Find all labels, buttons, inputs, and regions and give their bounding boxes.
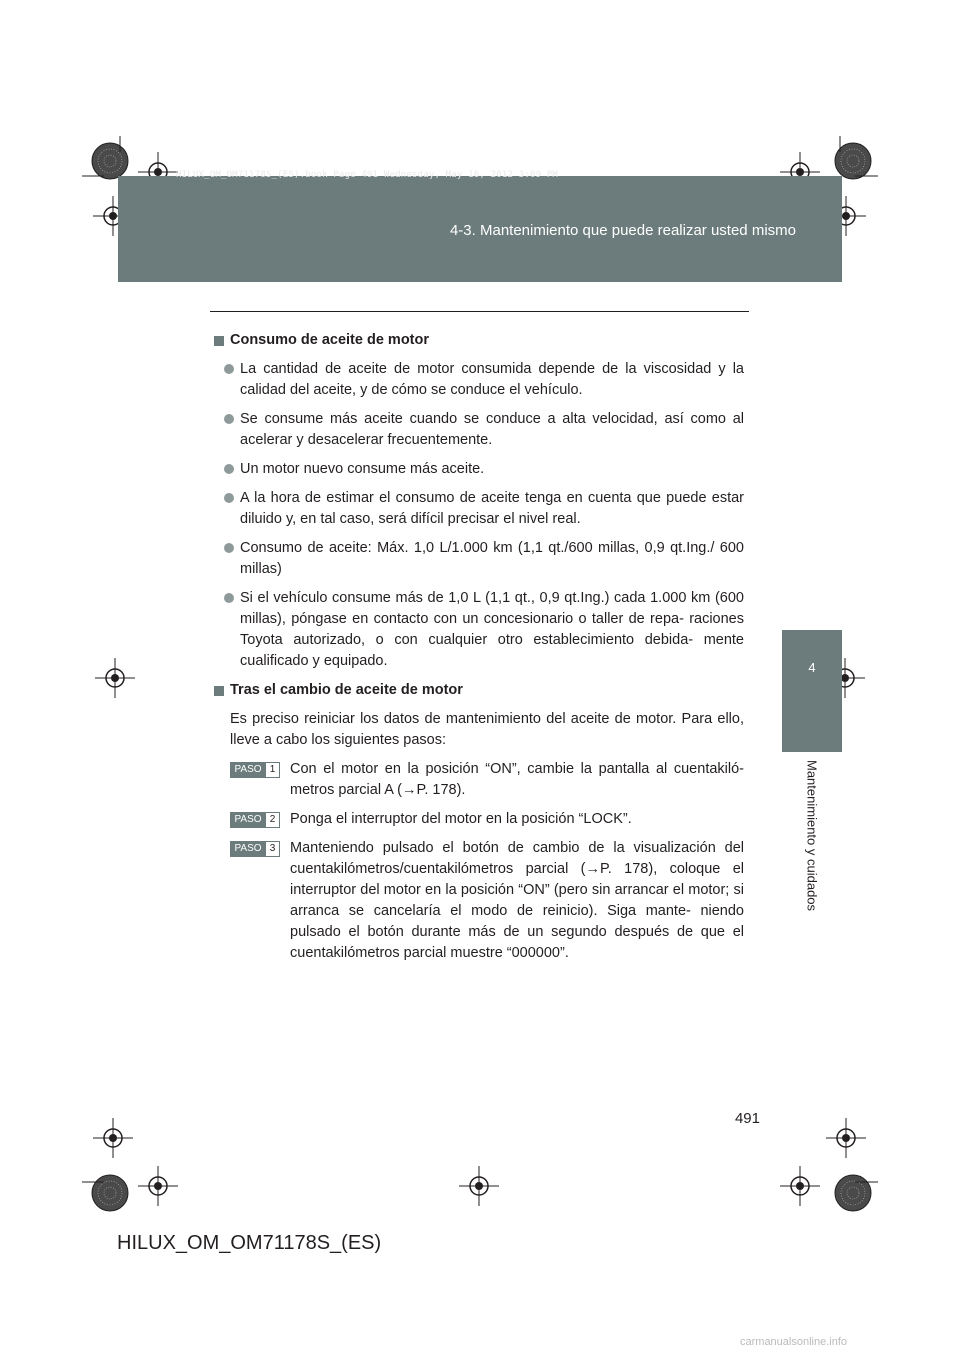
step-number: 1: [265, 763, 279, 777]
list-item: [214, 488, 744, 530]
bullet-icon: [224, 364, 234, 374]
chapter-label-text: Mantenimiento y cuidados: [804, 760, 820, 912]
section-rule: [210, 311, 749, 312]
list-item: [214, 538, 744, 580]
step-text: Manteniendo pulsado el botón de cambio de la visualización del cuentakilómetros/cuentakilómetros parcial (→P. 178), coloque el interruptor del motor en la posición “ON” (pero sin arrancar el motor; si arranca se cancelaría el modo de reinicio). Siga mante- niendo pulsado el botón durante más de un segundo después de que el cuentakilómetros parcial muestre “000000”.: [290, 840, 744, 961]
step-item: [230, 809, 744, 830]
intro-paragraph: Es preciso reiniciar los datos de mantenimiento del aceite de motor. Para ello, lleve a cabo los siguientes pasos:: [230, 711, 744, 748]
bullet-icon: [224, 593, 234, 603]
square-bullet-icon: [214, 336, 224, 346]
step-text: Con el motor en la posición “ON”, cambie la pantalla al cuentakiló- metros parcial A (→P. 178).: [290, 761, 744, 798]
bullet-icon: [224, 493, 234, 503]
heading-text: Consumo de aceite de motor: [230, 332, 430, 348]
step-word: PASO: [231, 842, 265, 856]
square-bullet-icon: [214, 686, 224, 696]
bullet-icon: [224, 543, 234, 553]
list-item: [214, 359, 744, 401]
step-number: 2: [265, 813, 279, 827]
bullet-icon: [224, 464, 234, 474]
step-text: Ponga el interruptor del motor en la posición “LOCK”.: [290, 811, 632, 827]
list-item-text: Se consume más aceite cuando se conduce a alta velocidad, así como al acelerar y desacelerar frecuentemente.: [240, 411, 744, 448]
step-item: [230, 759, 744, 801]
step-word: PASO: [231, 813, 265, 827]
list-item: [214, 459, 744, 480]
chapter-label: [782, 760, 842, 930]
watermark: carmanualsonline.info: [740, 1336, 848, 1348]
section-title: 4-3. Mantenimiento que puede realizar usted mismo: [449, 222, 796, 239]
chapter-tab: [782, 630, 842, 752]
step-number: 3: [265, 842, 279, 856]
step-word: PASO: [231, 763, 265, 777]
section-heading: [214, 330, 744, 351]
step-item: [230, 838, 744, 964]
step-badge: [230, 762, 280, 778]
section-heading: [214, 680, 744, 701]
list-item-text: Consumo de aceite: Máx. 1,0 L/1.000 km (1,1 qt./600 millas, 0,9 qt.Ing./ 600 millas): [240, 540, 744, 577]
step-badge: [230, 841, 280, 857]
list-item-text: Un motor nuevo consume más aceite.: [240, 461, 485, 477]
list-item: [214, 409, 744, 451]
list-item-text: La cantidad de aceite de motor consumida depende de la viscosidad y la calidad del aceite, y de cómo se conduce el vehículo.: [240, 361, 744, 398]
step-badge: [230, 812, 280, 828]
chapter-number: 4: [808, 660, 816, 675]
book-stamp: HILUX_OM_OM71178S_(ES).book Page 491 Wednesday, May 16, 2012 3:09 PM: [176, 170, 559, 180]
page-content: [214, 330, 744, 972]
list-item-text: Si el vehículo consume más de 1,0 L (1,1 qt., 0,9 qt.Ing.) cada 1.000 km (600 millas), póngase en contacto con un concesionario o taller de repa- raciones Toyota autorizado, o con cualquier otro establecimiento debida- mente cualificado y equipado.: [240, 590, 744, 669]
page-number: 491: [734, 1110, 760, 1127]
list-item: [214, 588, 744, 672]
heading-text: Tras el cambio de aceite de motor: [230, 682, 463, 698]
list-item-text: A la hora de estimar el consumo de aceite tenga en cuenta que puede estar diluido y, en tal caso, será difícil precisar el nivel real.: [240, 490, 744, 527]
bullet-icon: [224, 414, 234, 424]
doc-code: HILUX_OM_OM71178S_(ES): [117, 1232, 382, 1254]
header-band: [118, 176, 842, 282]
